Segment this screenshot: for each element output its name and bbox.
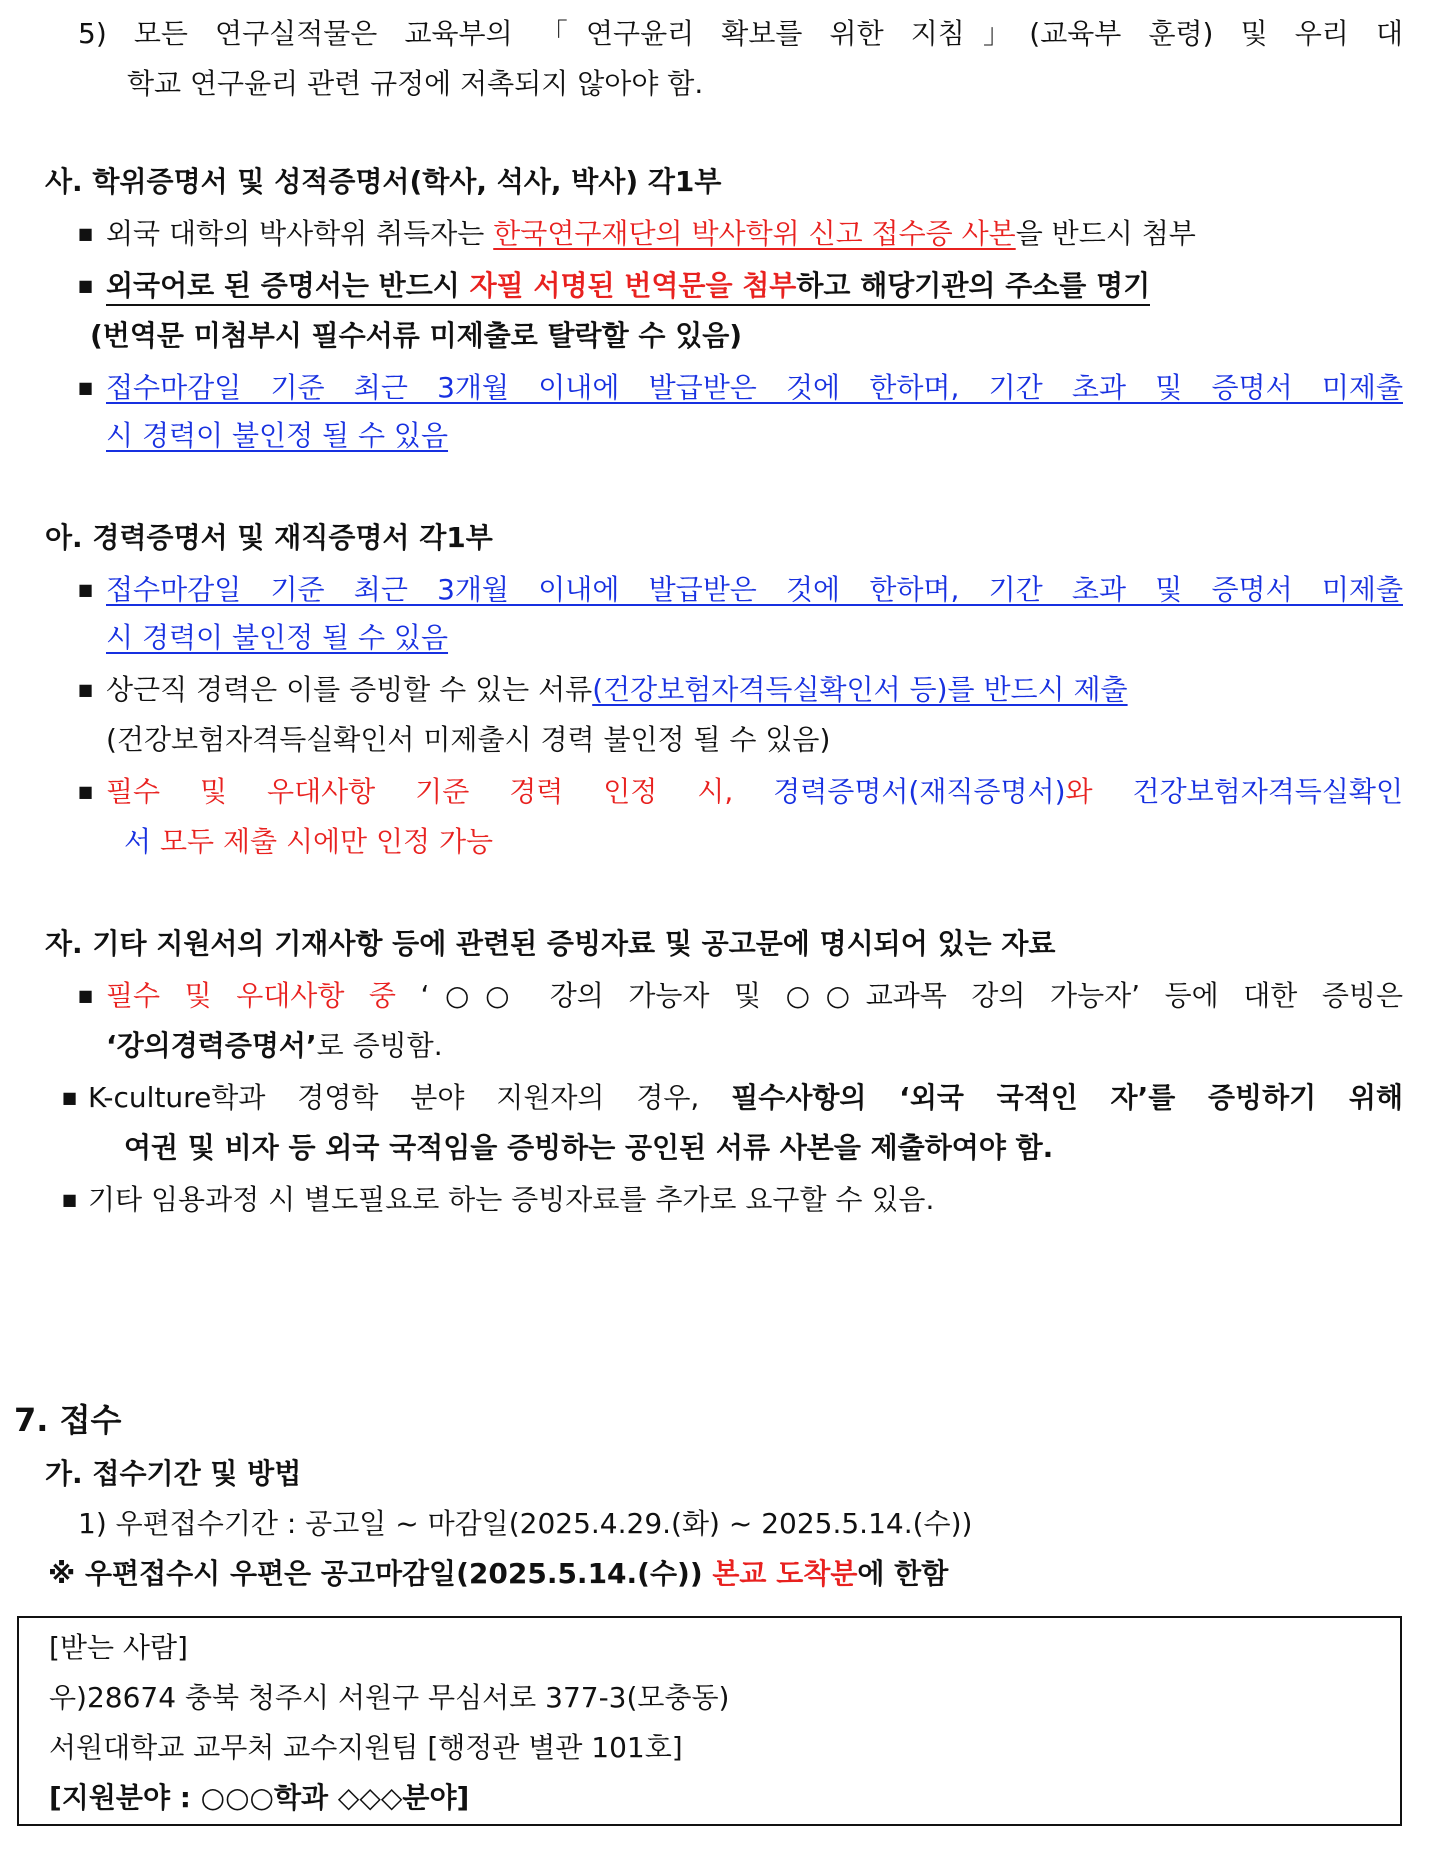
bullet-icon: ■ xyxy=(78,580,94,599)
bullet-icon: ■ xyxy=(78,680,94,699)
sa-bullet-1: 외국 대학의 박사학위 취득자는 한국연구재단의 박사학위 신고 접수증 사본을 반드시 첨부 xyxy=(106,217,1196,250)
a-bullet-3-line1: 필수 및 우대사항 기준 경력 인정 시, 경력증명서(재직증명서)와 건강보험자격득실확인 xyxy=(106,775,1403,808)
recipient-label: [받는 사람] xyxy=(49,1631,188,1664)
bullet-icon: ■ xyxy=(78,986,94,1005)
item5-line2: 학교 연구윤리 관련 규정에 저촉되지 않아야 함. xyxy=(127,67,704,100)
a-bullet-3-line2: 서 모두 제출 시에만 인정 가능 xyxy=(124,825,494,858)
bullet-icon: ■ xyxy=(78,224,94,243)
bullet-icon: ■ xyxy=(78,378,94,397)
section-7-heading: 7. 접수 xyxy=(14,1401,122,1439)
ja-bullet-1-line2: ‘강의경력증명서’로 증빙함. xyxy=(106,1029,443,1062)
sa-bullet-3-line2: 시 경력이 불인정 될 수 있음 xyxy=(106,419,449,452)
bullet-icon: ■ xyxy=(62,1190,78,1209)
a-bullet-1-line2: 시 경력이 불인정 될 수 있음 xyxy=(106,621,449,654)
section-ja-heading: 자. 기타 지원서의 기재사항 등에 관련된 증빙자료 및 공고문에 명시되어 있는 자료 xyxy=(45,927,1056,960)
ja-bullet-2-line2: 여권 및 비자 등 외국 국적임을 증빙하는 공인된 서류 사본을 제출하여야 함. xyxy=(124,1131,1054,1164)
reception-period: 1) 우편접수기간 : 공고일 ~ 마감일(2025.4.29.(화) ~ 2025.5.14.(수)) xyxy=(78,1507,973,1540)
a-bullet-2-emphasis: (건강보험자격득실확인서 등)를 반드시 제출 xyxy=(592,673,1128,706)
sa-bullet-1-emphasis: 한국연구재단의 박사학위 신고 접수증 사본 xyxy=(493,217,1016,250)
sa-bullet-2-note: (번역문 미첨부시 필수서류 미제출로 탈락할 수 있음) xyxy=(90,319,743,352)
section-7-sub-heading: 가. 접수기간 및 방법 xyxy=(45,1457,302,1490)
recipient-address: 우)28674 충북 청주시 서원구 무심서로 377-3(모충동) xyxy=(49,1681,730,1714)
a-bullet-2-note: (건강보험자격득실확인서 미제출시 경력 불인정 될 수 있음) xyxy=(106,723,831,756)
ja-bullet-2-line1: K-culture학과 경영학 분야 지원자의 경우, 필수사항의 ‘외국 국적인 자’를 증빙하기 위해 xyxy=(88,1081,1403,1114)
postal-note-emphasis: 본교 도착분 xyxy=(712,1557,858,1590)
a-bullet-2: 상근직 경력은 이를 증빙할 수 있는 서류(건강보험자격득실확인서 등)를 반드시 제출 xyxy=(106,673,1128,706)
recipient-office: 서원대학교 교무처 교수지원팀 [행정관 별관 101호] xyxy=(49,1731,683,1764)
section-sa-heading: 사. 학위증명서 및 성적증명서(학사, 석사, 박사) 각1부 xyxy=(45,165,722,198)
ja-bullet-3: 기타 임용과정 시 별도필요로 하는 증빙자료를 추가로 요구할 수 있음. xyxy=(88,1183,935,1216)
postal-note: ※ 우편접수시 우편은 공고마감일(2025.5.14.(수)) 본교 도착분에 한함 xyxy=(48,1557,949,1590)
section-a-heading: 아. 경력증명서 및 재직증명서 각1부 xyxy=(45,521,493,554)
bullet-icon: ■ xyxy=(62,1088,78,1107)
bullet-icon: ■ xyxy=(78,276,94,295)
bullet-icon: ■ xyxy=(78,782,94,801)
sa-bullet-2-emphasis: 자필 서명된 번역문을 첨부 xyxy=(469,269,797,302)
ja-bullet-1-line1: 필수 및 우대사항 중 ‘○○ 강의 가능자 및 ○○교과목 강의 가능자’ 등에 대한 증빙은 xyxy=(106,979,1403,1012)
item5-line1: 5) 모든 연구실적물은 교육부의 「연구윤리 확보를 위한 지침」(교육부 훈령) 및 우리 대 xyxy=(78,17,1403,50)
address-box xyxy=(17,1616,1402,1826)
sa-bullet-2: 외국어로 된 증명서는 반드시 자필 서명된 번역문을 첨부하고 해당기관의 주소를 명기 xyxy=(106,268,1150,304)
application-field-label: [지원분야 : ○○○학과 ◇◇◇분야] xyxy=(49,1781,470,1814)
sa-bullet-3-line1: 접수마감일 기준 최근 3개월 이내에 발급받은 것에 한하며, 기간 초과 및 증명서 미제출 xyxy=(106,371,1403,404)
a-bullet-1-line1: 접수마감일 기준 최근 3개월 이내에 발급받은 것에 한하며, 기간 초과 및 증명서 미제출 xyxy=(106,573,1403,606)
